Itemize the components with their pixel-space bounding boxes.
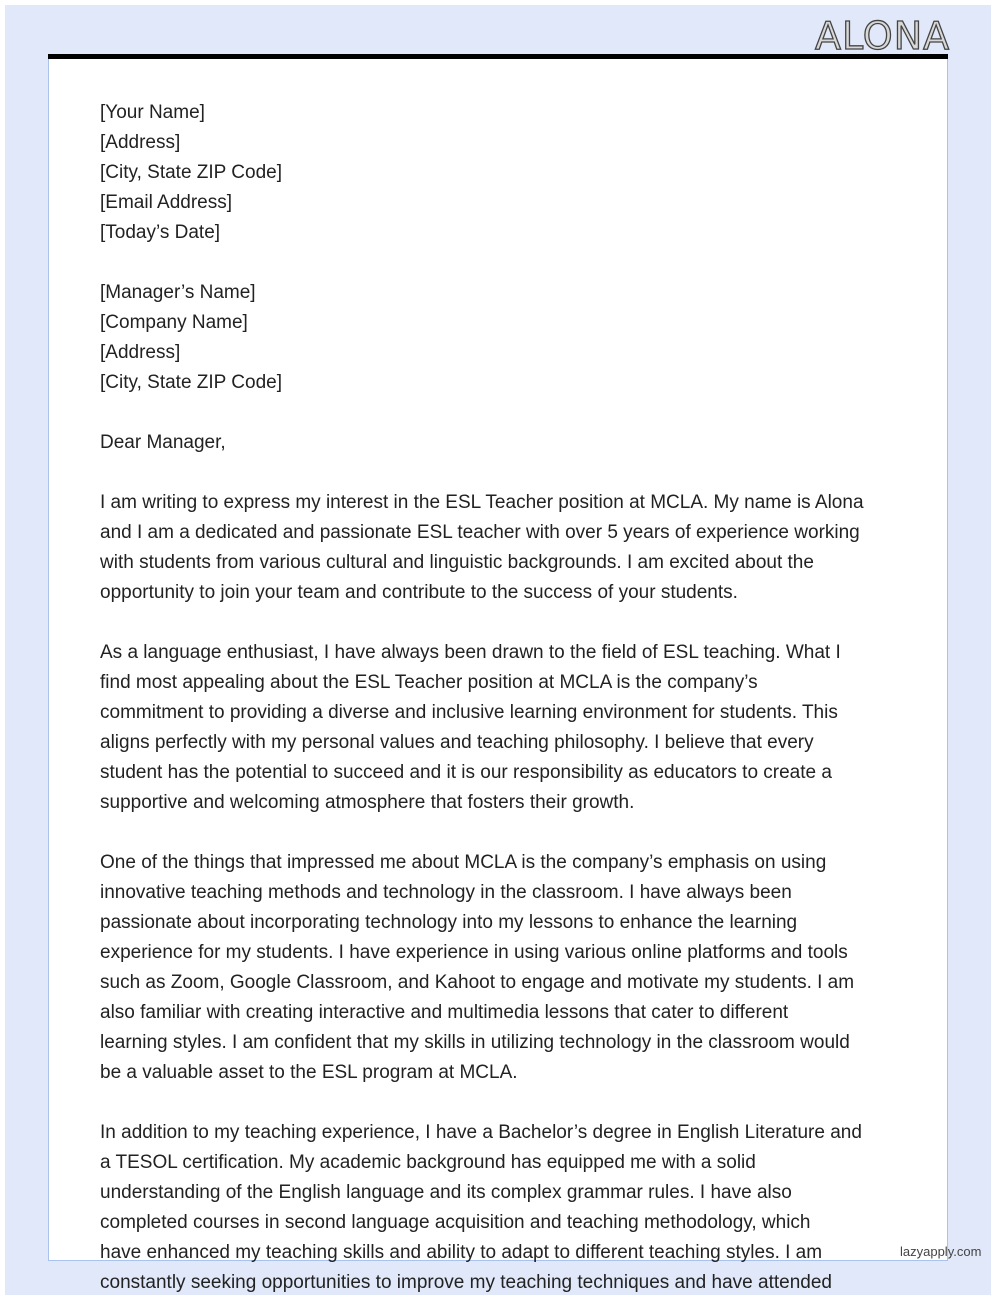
letter-line: learning styles. I am confident that my skills in utilizing technology in the classroom would bbox=[100, 1032, 850, 1053]
letter-line: understanding of the English language and its complex grammar rules. I have also bbox=[100, 1182, 792, 1203]
letter-line bbox=[100, 248, 890, 278]
letter-line: innovative teaching methods and technology in the classroom. I have always been bbox=[100, 882, 792, 903]
letter-line: such as Zoom, Google Classroom, and Kahoot to engage and motivate my students. I am bbox=[100, 972, 855, 993]
letter-line: and I am a dedicated and passionate ESL teacher with over 5 years of experience working bbox=[100, 522, 860, 543]
letter-line: commitment to providing a diverse and inclusive learning environment for students. This bbox=[100, 702, 838, 723]
letter-line: constantly seeking opportunities to improve my teaching techniques and have attended bbox=[100, 1272, 832, 1293]
letter-line: student has the potential to succeed and it is our responsibility as educators to create a bbox=[100, 762, 832, 783]
letter-line: One of the things that impressed me about MCLA is the company’s emphasis on using bbox=[100, 852, 827, 873]
letter-line bbox=[100, 458, 890, 488]
letter-line: [Address] bbox=[100, 342, 181, 363]
letter-line bbox=[100, 608, 890, 638]
letter-line bbox=[100, 818, 890, 848]
letter-line: [City, State ZIP Code] bbox=[100, 162, 282, 183]
letter-line: a TESOL certification. My academic background has equipped me with a solid bbox=[100, 1152, 756, 1173]
letter-line: aligns perfectly with my personal values and teaching philosophy. I believe that every bbox=[100, 732, 814, 753]
letter-line: opportunity to join your team and contribute to the success of your students. bbox=[100, 582, 738, 603]
letter-line: [Address] bbox=[100, 132, 181, 153]
letter-line: [City, State ZIP Code] bbox=[100, 372, 282, 393]
watermark: lazyapply.com bbox=[900, 1244, 982, 1259]
letter-line bbox=[100, 1088, 890, 1118]
letter-line: also familiar with creating interactive and multimedia lessons that cater to different bbox=[100, 1002, 789, 1023]
letter-line: passionate about incorporating technology into my lessons to enhance the learning bbox=[100, 912, 798, 933]
letter-line: supportive and welcoming atmosphere that fosters their growth. bbox=[100, 792, 635, 813]
letter-line: experience for my students. I have experience in using various online platforms and tools bbox=[100, 942, 848, 963]
letter-line: [Email Address] bbox=[100, 192, 232, 213]
letter-line: Dear Manager, bbox=[100, 432, 226, 453]
letter-line: [Company Name] bbox=[100, 312, 248, 333]
letter-line: [Today’s Date] bbox=[100, 222, 221, 243]
letter-line: have enhanced my teaching skills and ability to adapt to different teaching styles. I am bbox=[100, 1242, 823, 1263]
letter-line: As a language enthusiast, I have always been drawn to the field of ESL teaching. What I bbox=[100, 642, 841, 663]
letter-line: with students from various cultural and linguistic backgrounds. I am excited about the bbox=[100, 552, 814, 573]
letter-line: be a valuable asset to the ESL program at MCLA. bbox=[100, 1062, 518, 1083]
header-rule bbox=[48, 54, 948, 59]
letter-line: [Manager’s Name] bbox=[100, 282, 256, 303]
logo-name: ALONA bbox=[815, 14, 951, 58]
letter-line: completed courses in second language acquisition and teaching methodology, which bbox=[100, 1212, 811, 1233]
letter-line: I am writing to express my interest in the ESL Teacher position at MCLA. My name is Alona bbox=[100, 492, 864, 513]
letter-body bbox=[100, 98, 890, 1298]
letter-line bbox=[100, 398, 890, 428]
letter-line: In addition to my teaching experience, I have a Bachelor’s degree in English Literature and bbox=[100, 1122, 862, 1143]
letter-line: [Your Name] bbox=[100, 102, 205, 123]
letter-line: find most appealing about the ESL Teacher position at MCLA is the company’s bbox=[100, 672, 758, 693]
